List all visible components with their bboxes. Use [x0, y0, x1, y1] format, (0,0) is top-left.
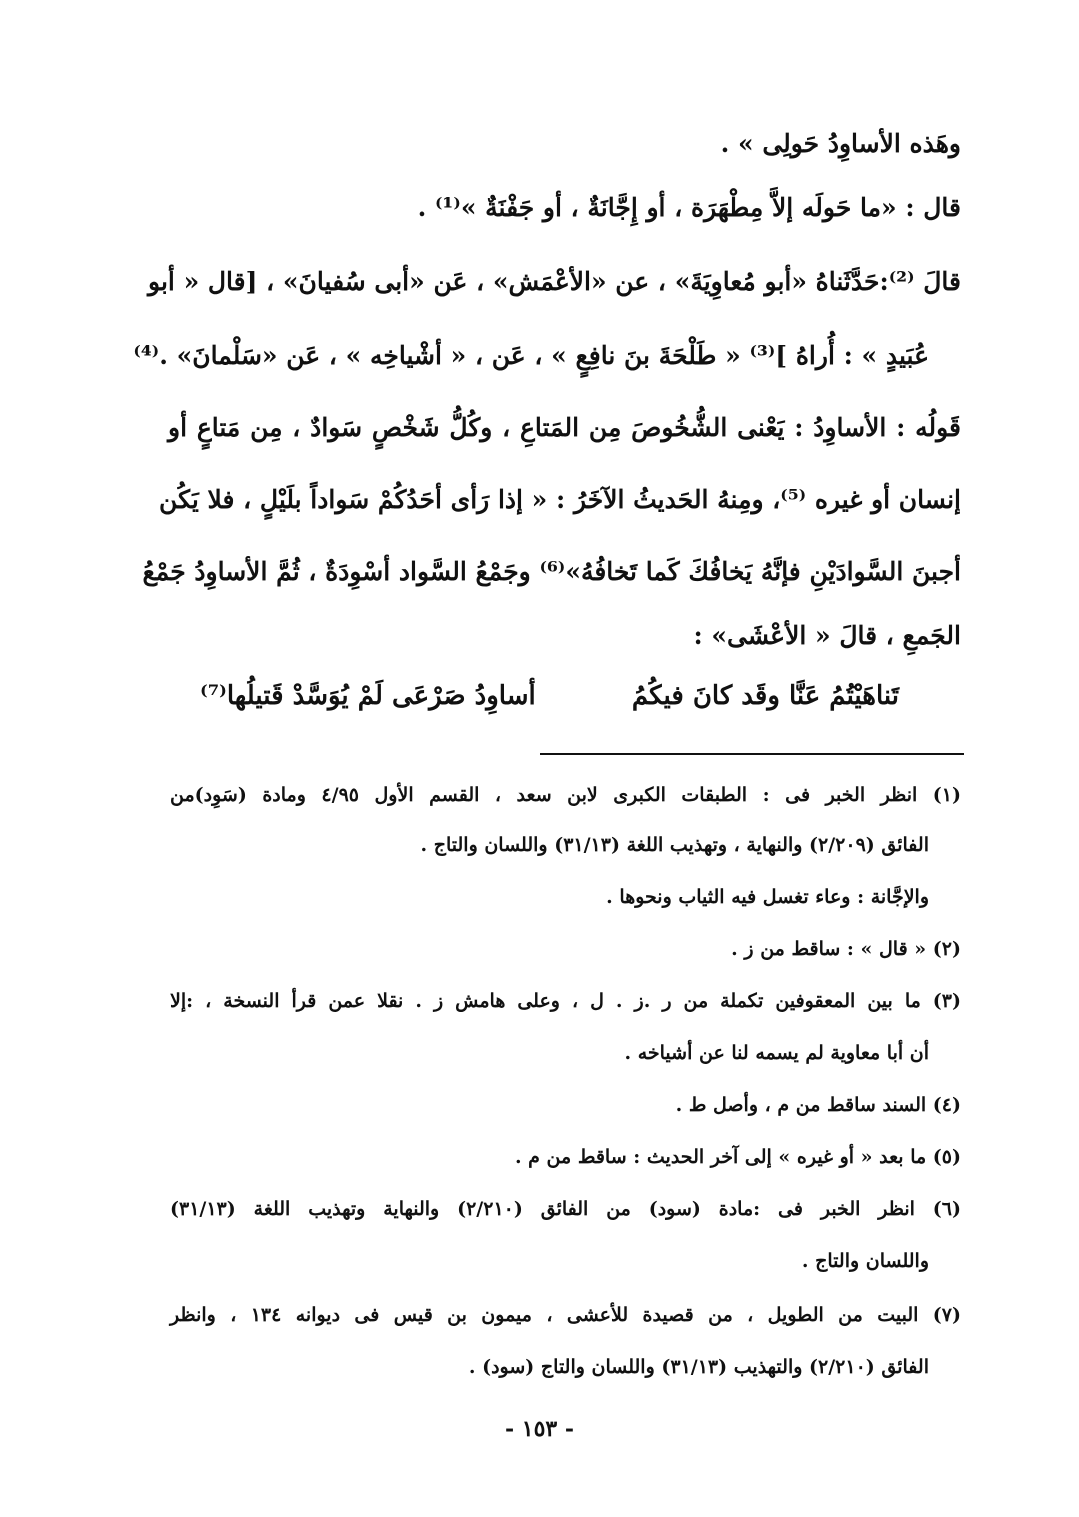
footnote-1-line-2: الفائق (٢/٢٠٩) والنهاية ، وتهذيب اللغة (٣١/١٣) واللسان والتاج .	[420, 834, 929, 856]
body-line-3: قالَ ⁽²⁾:حَدَّثَناهُ «أبو مُعاوِيَةَ» ، عن «الأعْمَش» ، عَن «أبى سُفيانَ» ، [قال « أبو	[148, 267, 961, 296]
footnote-4: (٤) السند ساقط من م ، وأصل ط .	[675, 1094, 961, 1116]
footnote-2: (٢) « قال » : ساقط من ز .	[731, 938, 961, 960]
body-line-8: الجَمعِ ، قالَ « الأعْشَى» :	[693, 621, 961, 650]
body-line-5: قَولُه : الأساوِدُ : يَعْنى الشُّخُوصَ مِن المَتاعِ ، وكُلُّ شَخْصٍ سَوادٌ ، مِن مَتاعٍ أو	[168, 413, 961, 442]
verse-second-hemistich: أساوِدُ صَرْعَى لَمْ يُوَسَّدْ قَتيلُها⁽⁷⁾	[200, 681, 536, 711]
footnote-separator	[540, 753, 964, 755]
footnote-6-line-2: واللسان والتاج .	[801, 1250, 929, 1272]
body-line-6: إنسان أو غيره ⁽⁵⁾، ومِنهُ الحَديثُ الآخَرُ : « إذا رَأى أحَدُكُمْ سَواداً بلَيْلٍ ، فلا يَكُن	[159, 485, 961, 514]
body-line-1: وهَذه الأساوِدُ حَولِى » .	[720, 129, 961, 158]
footnote-7-line-1: (٧) البيت من الطويل ، من قصيدة للأعشى ، ميمون بن قيس فى ديوانه ١٣٤ ، وانظر	[170, 1304, 961, 1326]
footnote-1-line-1: (١) انظر الخبر فى : الطبقات الكبرى لابن سعد ، القسم الأول ٤/٩٥ ومادة (سَوِد)من	[170, 784, 961, 806]
footnote-3-line-2: أن أبا معاوية لم يسمه لنا عن أشياخه .	[624, 1042, 929, 1064]
body-line-2: قال : «ما حَولَه إلاَّ مِطْهَرَة ، أو إِجَّانَةٌ ، أو جَفْنَةٌ »⁽¹⁾ .	[417, 193, 961, 222]
footnote-7-line-2: الفائق (٢/٢١٠) والتهذيب (٣١/١٣) واللسان والتاج (سود) .	[468, 1356, 929, 1378]
footnote-3-line-1: (٣) ما بين المعقوفين تكملة من ر .ز . ل ، وعلى هامش ز . نقلا عمن قرأ النسخة ، :إلا	[170, 990, 961, 1012]
footnote-6-line-1: (٦) انظر الخبر فى :مادة (سود) من الفائق (٢/٢١٠) والنهاية وتهذيب اللغة (٣١/١٣)	[170, 1198, 961, 1220]
poetry-verse	[200, 672, 899, 720]
footnote-5: (٥) ما بعد « أو غيره » إلى آخر الحديث : ساقط من م .	[514, 1146, 961, 1168]
verse-first-hemistich: تَناهَيْتُمُ عَنَّا وقَد كانَ فيكُمُ	[631, 681, 899, 711]
body-line-4: عُبَيدٍ » : أُراهُ ]⁽³⁾ « طَلْحَةَ بنَ نافِعٍ » ، عَن ، « أشْياخِه » ، عَن «سَلْمانَ» .⁽⁴⁾	[133, 341, 929, 370]
body-line-7: أجبنَ السَّوادَيْنِ فإنَّهُ يَخافُكَ كَما تَخافُهُ»⁽⁶⁾ وجَمْعُ السَّواد أسْوِدَةٌ ، ثُمَّ الأساوِدُ جَمْعُ	[142, 557, 961, 586]
page-number: - ١٥٣ -	[504, 1416, 575, 1442]
footnote-1-line-3: والإجَّانة : وعاء تغسل فيه الثياب ونحوها .	[606, 886, 929, 908]
